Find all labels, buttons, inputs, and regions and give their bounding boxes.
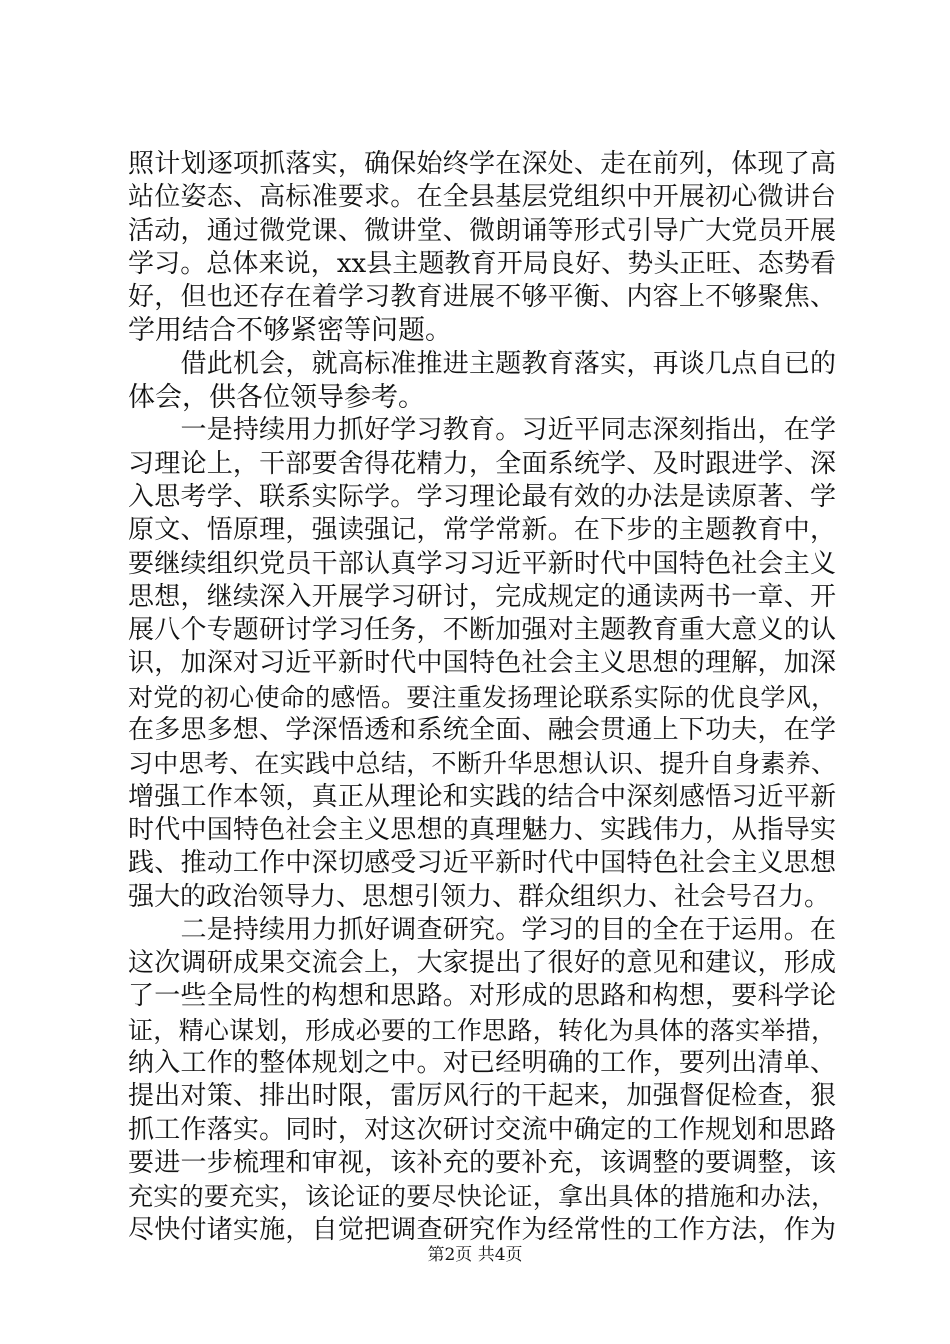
document-body	[128, 148, 836, 1247]
text-line: 了一些全局性的构想和思路。对形成的思路和构想，要科学论	[128, 981, 836, 1012]
text-line: 对党的初心使命的感悟。要注重发扬理论联系实际的优良学风，	[128, 682, 836, 712]
text-line: 要继续组织党员干部认真学习习近平新时代中国特色社会主义	[128, 548, 836, 579]
text-line: 一是持续用力抓好学习教育。习近平同志深刻指出，在学	[128, 415, 836, 446]
text-line: 强大的政治领导力、思想引领力、群众组织力、社会号召力。	[128, 881, 831, 912]
text-line: 借此机会，就高标准推进主题教育落实，再谈几点自已的	[128, 348, 836, 379]
text-line: 充实的要充实，该论证的要尽快论证，拿出具体的措施和办法，	[128, 1182, 836, 1212]
text-line: 照计划逐项抓落实，确保始终学在深处、走在前列，体现了高	[128, 149, 836, 179]
text-line: 站位姿态、高标准要求。在全县基层党组织中开展初心微讲台	[128, 182, 836, 213]
text-line: 活动，通过微党课、微讲堂、微朗诵等形式引导广大党员开展	[128, 215, 836, 246]
text-line: 践、推动工作中深切感受习近平新时代中国特色社会主义思想	[128, 848, 836, 879]
text-line: 时代中国特色社会主义思想的真理魅力、实践伟力，从指导实	[128, 814, 836, 845]
text-line: 习理论上，干部要舍得花精力，全面系统学、及时跟进学、深	[128, 448, 836, 479]
text-line: 提出对策、排出时限，雷厉风行的干起来，加强督促检查，狠	[128, 1081, 836, 1112]
text-line: 这次调研成果交流会上，大家提出了很好的意见和建议，形成	[128, 948, 836, 979]
text-line: 证，精心谋划，形成必要的工作思路，转化为具体的落实举措，	[128, 1015, 836, 1045]
text-line: 纳入工作的整体规划之中。对已经明确的工作，要列出清单、	[128, 1048, 836, 1079]
text-line: 原文、悟原理，强读强记，常学常新。在下步的主题教育中，	[128, 515, 836, 546]
text-line: 学用结合不够紧密等问题。	[128, 315, 452, 347]
text-line: 抓工作落实。同时，对这次研讨交流中确定的工作规划和思路	[128, 1114, 836, 1145]
text-line: 思想，继续深入开展学习研讨，完成规定的通读两书一章、开	[128, 581, 836, 612]
text-line: 在多思多想、学深悟透和系统全面、融会贯通上下功夫，在学	[128, 715, 836, 746]
text-line: 学习。总体来说，xx县主题教育开局良好、势头正旺、态势看	[128, 248, 836, 279]
text-line: 二是持续用力抓好调查研究。学习的目的全在于运用。在	[128, 914, 836, 945]
text-line: 增强工作本领，真正从理论和实践的结合中深刻感悟习近平新	[128, 781, 836, 812]
text-line: 识，加深对习近平新时代中国特色社会主义思想的理解，加深	[128, 648, 836, 679]
text-line: 好，但也还存在着学习教育进展不够平衡、内容上不够聚焦、	[128, 282, 836, 313]
text-line: 尽快付诸实施，自觉把调查研究作为经常性的工作方法，作为	[128, 1214, 836, 1245]
text-line: 入思考学、联系实际学。学习理论最有效的办法是读原著、学	[128, 481, 836, 512]
text-line: 习中思考、在实践中总结，不断升华思想认识、提升自身素养、	[128, 749, 836, 779]
text-line: 要进一步梳理和审视，该补充的要补充，该调整的要调整，该	[128, 1147, 836, 1178]
text-line: 体会，供各位领导参考。	[128, 382, 425, 414]
text-line: 展八个专题研讨学习任务，不断加强对主题教育重大意义的认	[128, 615, 836, 646]
page-number-footer: 第2页 共4页	[427, 1245, 523, 1265]
